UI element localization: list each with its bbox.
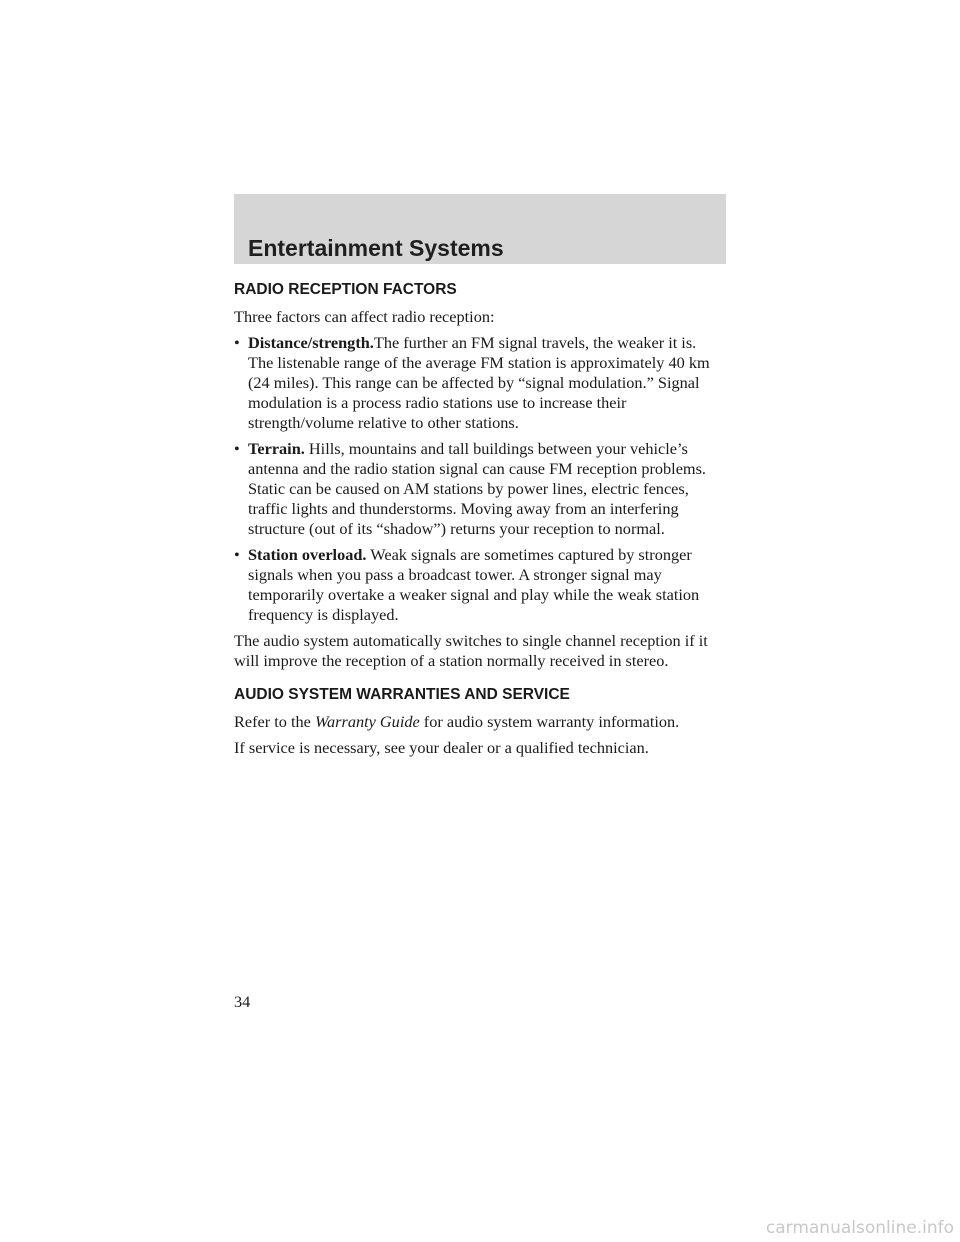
bullet-text: strength/volume relative to other stations. bbox=[248, 413, 519, 432]
bullet-text: modulation is a process radio stations use to increase their bbox=[248, 393, 627, 412]
paragraph-line: The audio system automatically switches to single channel reception if it bbox=[234, 631, 708, 650]
bullet-text: signals when you pass a broadcast tower. A stronger signal may bbox=[248, 565, 662, 584]
bullet-icon: • bbox=[234, 333, 240, 352]
bullet-text: Weak signals are sometimes captured by stronger bbox=[370, 545, 692, 564]
bullet-text: (24 miles). This range can be affected by “signal modulation.” Signal bbox=[248, 373, 700, 392]
list-item bbox=[234, 545, 734, 625]
paragraph-line: will improve the reception of a station normally received in stereo. bbox=[234, 651, 669, 670]
paragraph-text: for audio system warranty information. bbox=[423, 712, 680, 731]
intro-paragraph: Three factors can affect radio reception: bbox=[234, 307, 495, 326]
bullet-text: traffic lights and thunderstorms. Moving away from an interfering bbox=[248, 499, 679, 518]
warranty-guide-title: Warranty Guide bbox=[314, 712, 420, 731]
bullet-term: Distance/strength. bbox=[248, 333, 374, 352]
bullet-icon: • bbox=[234, 439, 240, 458]
bullet-term: Station overload. bbox=[248, 545, 367, 564]
list-item bbox=[234, 333, 734, 433]
bullet-text: structure (out of its “shadow”) returns your reception to normal. bbox=[248, 519, 665, 538]
page-number: 34 bbox=[234, 992, 251, 1011]
bullet-text: frequency is displayed. bbox=[248, 605, 399, 624]
section-heading-radio-reception: RADIO RECEPTION FACTORS bbox=[234, 281, 457, 298]
bullet-term: Terrain. bbox=[248, 439, 305, 458]
list-item bbox=[234, 439, 734, 539]
service-paragraph: If service is necessary, see your dealer or a qualified technician. bbox=[234, 738, 649, 757]
bullet-text: temporarily overtake a weaker signal and play while the weak station bbox=[248, 585, 700, 604]
bullet-icon: • bbox=[234, 545, 240, 564]
bullet-text: Static can be caused on AM stations by power lines, electric fences, bbox=[248, 479, 689, 498]
section-header-band bbox=[234, 194, 726, 264]
bullet-text: Hills, mountains and tall buildings between your vehicle’s bbox=[308, 439, 688, 458]
main-content bbox=[234, 280, 734, 764]
page-title: Entertainment Systems bbox=[248, 235, 504, 261]
section-heading-warranties: AUDIO SYSTEM WARRANTIES AND SERVICE bbox=[234, 686, 570, 703]
watermark: carmanualsonline.info bbox=[765, 1218, 954, 1238]
paragraph-text: Refer to the bbox=[234, 712, 311, 731]
closing-paragraph bbox=[234, 631, 734, 671]
warranty-paragraph bbox=[234, 712, 734, 732]
bullet-text: antenna and the radio station signal can cause FM reception problems. bbox=[248, 459, 706, 478]
bullet-text: The listenable range of the average FM station is approximately 40 km bbox=[248, 353, 710, 372]
bullet-text: The further an FM signal travels, the weaker it is. bbox=[373, 333, 697, 352]
